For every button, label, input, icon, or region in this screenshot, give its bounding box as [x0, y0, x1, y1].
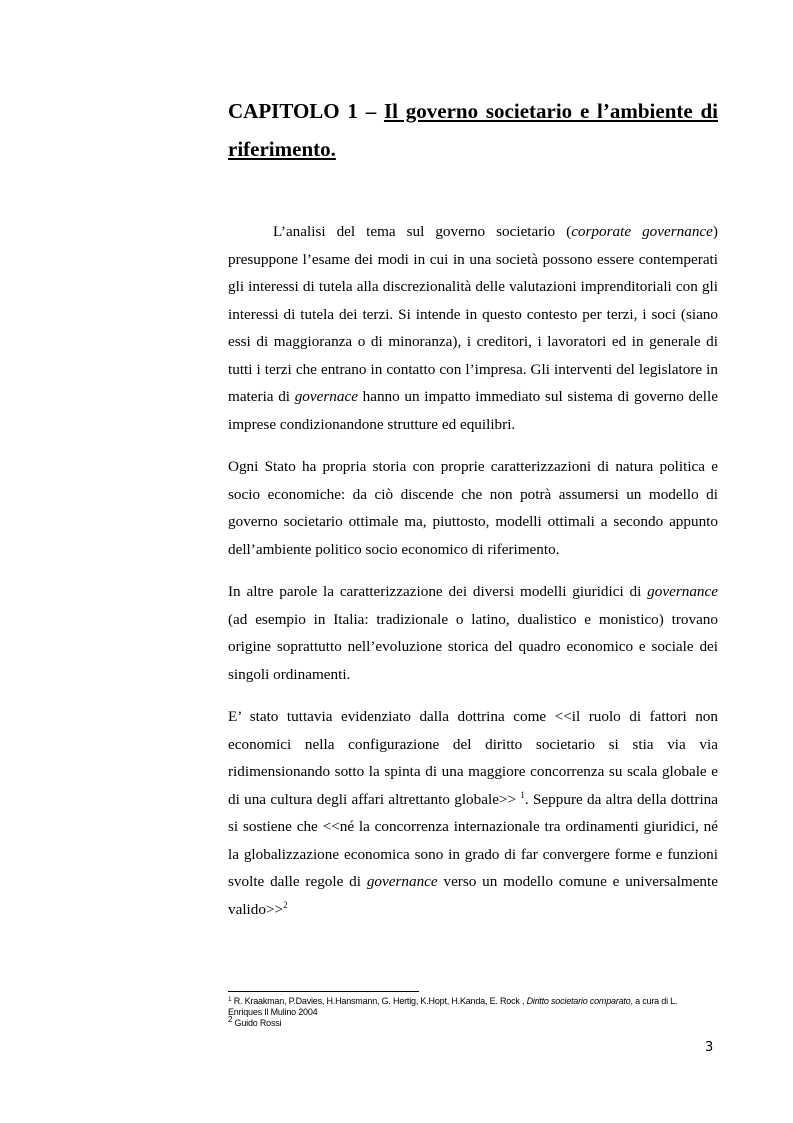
- text-run: verso un modello comune e universalmente valido>>: [228, 873, 718, 918]
- chapter-number: CAPITOLO 1 –: [228, 99, 384, 123]
- text-run: hanno un impatto immediato sul sistema di governo delle imprese condizionandone strutture ed equilibri.: [228, 388, 718, 433]
- footnote-separator: [228, 991, 419, 992]
- footnote-number: 1: [228, 996, 232, 1003]
- footnote-text: Guido Rossi: [232, 1018, 282, 1028]
- footnote-2: [228, 1015, 698, 1029]
- paragraph-2: Ogni Stato ha propria storia con proprie caratterizzazioni di natura politica e socio economiche: da ciò discende che non potrà assumersi un modello di governo societario ottimale ma, piuttosto, modelli ottimali a secondo appunto dell’ambiente politico socio economico di riferimento.: [228, 458, 718, 558]
- text-run: In altre parole la caratterizzazione dei diversi modelli giuridici di: [228, 583, 648, 600]
- italic-term: governace: [294, 388, 358, 405]
- text-run: E’ stato tuttavia evidenziato dalla dottrina come <<il ruolo di fattori non economici nella configurazione del diritto societario si stia via via ridimensionando sotto la spinta di una maggiore concorrenza su scala globale e di una cultura degli affari altrettanto globale>>: [228, 708, 718, 808]
- footnote-text: R. Kraakman, P.Davies, H.Hansmann, G. Hertig, K.Hopt, H.Kanda, E. Rock ,: [231, 996, 527, 1006]
- italic-term: governance: [366, 873, 438, 890]
- italic-term: governance: [647, 583, 718, 600]
- text-run: . Seppure da altra della dottrina si sostiene che <<né la concorrenza internazionale tra ordinamenti giuridici, né la globalizzazione economica sono in grado di far convergere forme e funzioni svolte dalle regole di: [228, 790, 718, 890]
- paragraph-1: [228, 218, 718, 438]
- footnote-number: 2: [228, 1015, 233, 1024]
- footnote-italic-title: Diritto societario comparato: [526, 996, 631, 1006]
- paragraph-4: [228, 703, 718, 923]
- italic-term: corporate governance: [571, 223, 713, 240]
- footnote-text: , a cura di L. Enriques Il Mulino 2004: [228, 996, 678, 1017]
- footnote-ref-1[interactable]: 1: [520, 789, 525, 800]
- chapter-title: Il governo societario e l’ambiente di riferimento.: [228, 99, 718, 161]
- footnote-ref-2[interactable]: 2: [283, 899, 288, 910]
- text-run: (ad esempio in Italia: tradizionale o latino, dualistico e monistico) trovano origine soprattutto nell’evoluzione storica del quadro economico e sociale dei singoli ordinamenti.: [228, 610, 718, 683]
- footnotes: [228, 996, 698, 1029]
- text-run: ) presuppone l’esame dei modi in cui in una società possono essere contemperati gli interessi di tutela alla discrezionalità delle valutazioni imprenditoriali con gli interessi di tutela dei terzi. Si intende in questo contesto per terzi, i soci (siano essi di maggioranza o di minoranza), i creditori, i lavoratori ed in generale di tutti i terzi che entrano in contatto con l’impresa. Gli interventi del legislatore in materia di: [228, 223, 718, 405]
- chapter-heading: [228, 92, 718, 168]
- footnote-1: [228, 996, 698, 1018]
- body-text: [228, 218, 718, 938]
- text-run: L’analisi del tema sul governo societario (: [273, 223, 572, 240]
- paragraph-3: [228, 578, 718, 688]
- page-number: 3: [705, 1040, 714, 1055]
